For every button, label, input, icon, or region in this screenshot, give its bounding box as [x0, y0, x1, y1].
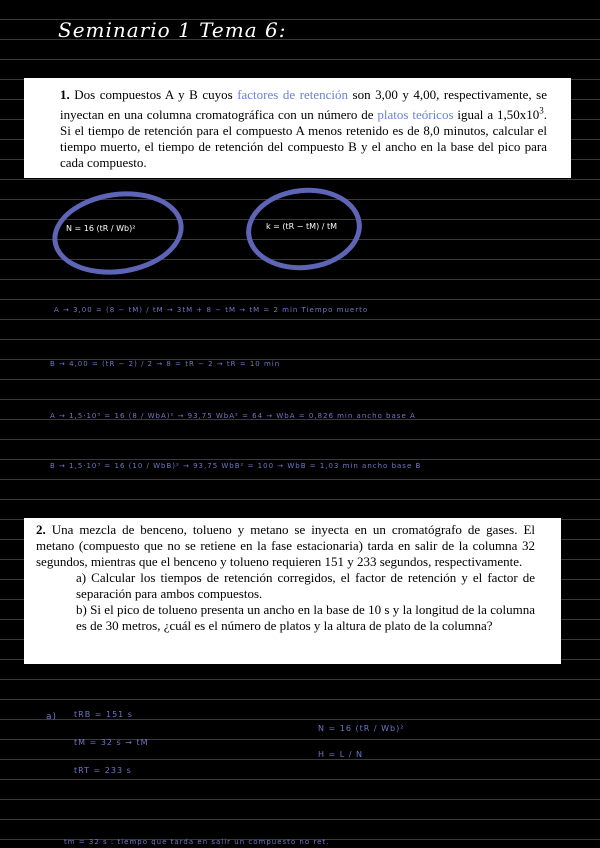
- formula-k: k = (tR − tM) / tM: [266, 222, 338, 231]
- problem-2-part-a: a) Calcular los tiempos de retención corregidos, el factor de retención y el factor de separación para ambos compuestos.: [76, 570, 535, 601]
- circle-annotation-n: [47, 183, 189, 283]
- formula-n: N = 16 (tR / Wb)²: [66, 224, 136, 233]
- problem-1-box: [24, 78, 571, 178]
- problem-2-part-b: b) Si el pico de tolueno presenta un ancho en la base de 10 s y la longitud de la columna es de 30 metros, ¿cuál es el número de platos y la altura de plato de la columna?: [76, 602, 535, 633]
- problem-2-box: [24, 518, 561, 664]
- note-line-4: B → 1,5·10³ = 16 (10 / WbB)² → 93,75 WbB² = 100 → WbB = 1,03 min ancho base B: [50, 462, 422, 470]
- problem-2-intro: 2. Una mezcla de benceno, tolueno y metano se inyecta en un cromatógrafo de gases. El metano (compuesto que no se retiene en la fase estacionaria) tarda en salir de la columna 32 segundos, mientras que el benceno y tolueno requieren 151 y 233 segundos, respectivamente.: [36, 522, 535, 569]
- note-tm: tM = 32 s → tM: [74, 738, 149, 747]
- note-trt: tRT = 233 s: [74, 766, 132, 775]
- problem-1-text: 1. Dos compuestos A y B cuyos factores de retención son 3,00 y 4,00, respectivamente, se inyectan en una columna cromatográfica con un número de platos teóricos igual a $1,50x10^3$. Si el tiempo de retención para el compuesto A menos retenido es de 8,0 minutos, calcular el tiempo muerto, el tiempo de retención del compuesto B y el ancho en la base del pico para cada compuesto.: [60, 87, 547, 171]
- note-trb: tRB = 151 s: [74, 710, 133, 719]
- note-n-formula: N = 16 (tR / Wb)²: [318, 724, 405, 733]
- note-footer: tm = 32 s : tiempo que tarda en salir un compuesto no ret.: [64, 838, 330, 846]
- term-retention-factors: factores de retención: [237, 87, 349, 102]
- term-theoretical-plates: platos teóricos: [377, 107, 454, 123]
- note-line-1: A → 3,00 = (8 − tM) / tM → 3tM + 8 − tM → tM = 2 min Tiempo muerto: [54, 306, 369, 314]
- note-h-formula: H = L / N: [318, 750, 364, 759]
- note-line-2: B → 4,00 = (tR − 2) / 2 → 8 = tR − 2 → tR = 10 min: [50, 360, 281, 368]
- note-line-3: A → 1,5·10³ = 16 (8 / WbA)² → 93,75 WbA² = 64 → WbA = 0,826 min ancho base A: [50, 412, 416, 420]
- problem-2-number: 2.: [36, 522, 46, 537]
- page-title: Seminario 1 Tema 6:: [58, 18, 287, 42]
- note-a-label: a): [46, 712, 58, 722]
- problem-1-number: 1.: [60, 87, 70, 102]
